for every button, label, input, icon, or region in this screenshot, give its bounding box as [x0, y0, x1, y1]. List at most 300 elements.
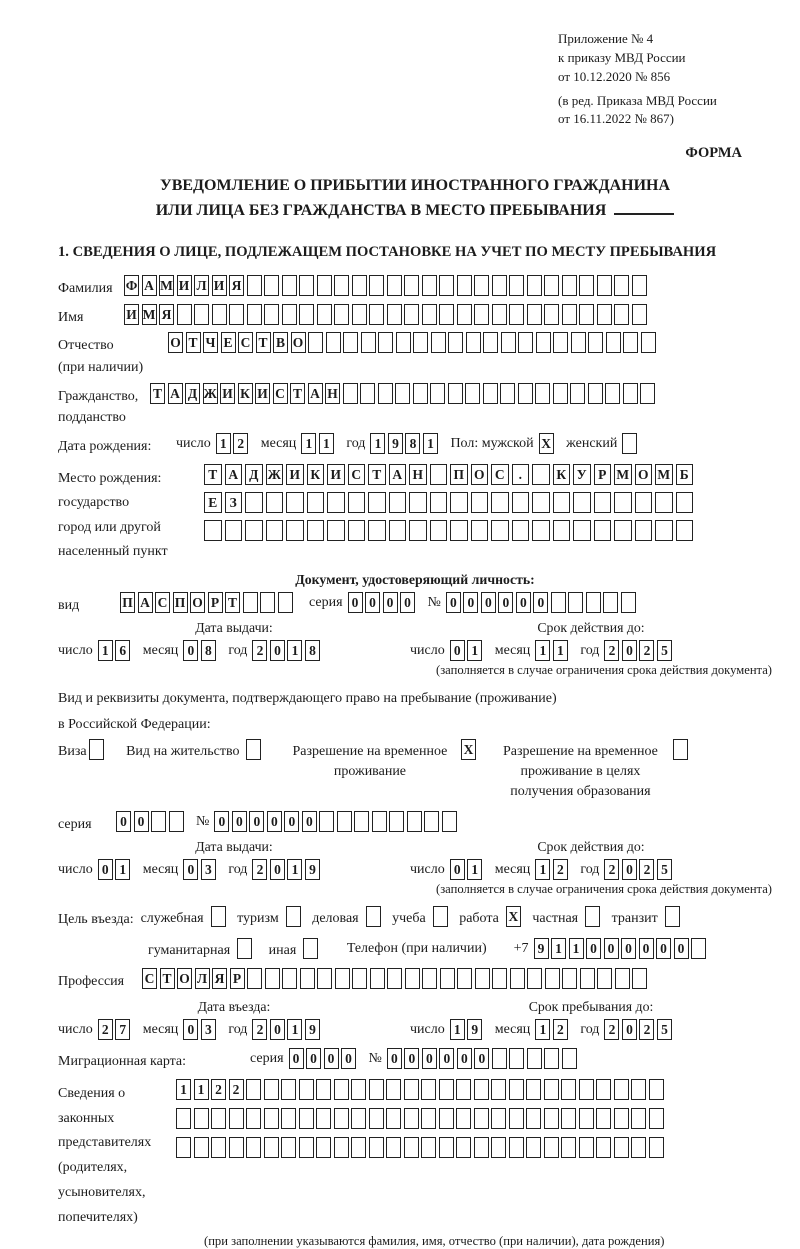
identity-doc-dates: [58, 640, 772, 661]
form-cell: [247, 968, 262, 989]
form-cell: [422, 304, 437, 325]
form-cell: 0: [348, 592, 363, 613]
form-cell: [491, 1079, 506, 1100]
form-cell: [614, 304, 629, 325]
form-cell: 1: [287, 859, 302, 880]
form-cell: А: [138, 592, 153, 613]
form-cell: 0: [474, 1048, 489, 1069]
form-cell: [281, 1079, 296, 1100]
form-cell: 0: [639, 938, 654, 959]
form-cell: [334, 1108, 349, 1129]
form-cell: 2: [252, 1019, 267, 1040]
month-cells: [183, 1019, 218, 1040]
form-cell: [439, 275, 454, 296]
birth-day-cells: [216, 433, 251, 454]
day-label: число: [58, 862, 93, 878]
form-cell: [466, 332, 481, 353]
form-cell: [245, 492, 263, 513]
citizenship-label-2: подданство: [58, 410, 126, 426]
form-cell: [597, 275, 612, 296]
form-cell: [404, 1108, 419, 1129]
month-cells: [183, 640, 218, 661]
form-cell: А: [389, 464, 407, 485]
form-cell: [265, 968, 280, 989]
patronymic-cells: [168, 332, 658, 353]
section1-heading: 1. СВЕДЕНИЯ О ЛИЦЕ, ПОДЛЕЖАЩЕМ ПОСТАНОВКЕ НА УЧЕТ ПО МЕСТУ ПРЕБЫВАНИЯ: [58, 243, 717, 260]
option-residence-permit-label: Вид на жительство: [126, 743, 240, 759]
form-cell: X: [461, 739, 476, 760]
phone-prefix: +7: [513, 940, 529, 956]
migration-series-cells: [289, 1048, 359, 1069]
form-cell: [264, 304, 279, 325]
purpose-tourism-checkbox: [286, 906, 304, 927]
purpose-private-label: частная: [532, 911, 579, 927]
form-cell: [509, 1079, 524, 1100]
form-cell: X: [506, 906, 521, 927]
form-cell: Д: [185, 383, 200, 404]
form-cell: 0: [586, 938, 601, 959]
form-cell: [211, 1108, 226, 1129]
day-label: число: [410, 643, 445, 659]
form-cell: [631, 1079, 646, 1100]
form-cell: [326, 332, 341, 353]
option-temp-residence-label: Разрешение на временное проживание: [292, 743, 448, 779]
form-cell: [421, 1079, 436, 1100]
form-cell: 2: [604, 640, 619, 661]
form-cell: Т: [256, 332, 271, 353]
phone-label: Телефон (при наличии): [346, 940, 487, 956]
option-temp-residence-edu: [494, 739, 691, 803]
form-cell: [597, 968, 612, 989]
year-cells: [604, 640, 674, 661]
appendix-block: [558, 30, 772, 129]
firstname-label: Имя: [58, 309, 84, 325]
form-cell: [474, 304, 489, 325]
birthplace-label-3: город или другой: [58, 519, 161, 535]
form-cell: [535, 383, 550, 404]
form-cell: Я: [212, 968, 227, 989]
form-cell: [354, 811, 369, 832]
form-cell: [286, 492, 304, 513]
form-cell: К: [553, 464, 571, 485]
form-cell: [404, 1079, 419, 1100]
form-cell: [553, 520, 571, 541]
form-cell: [615, 968, 630, 989]
year-label: год: [580, 643, 600, 659]
purpose-study-checkbox: [433, 906, 451, 927]
title-line-2: [58, 199, 772, 224]
form-cell: [343, 332, 358, 353]
form-cell: [151, 811, 166, 832]
representatives-label-line: усыновителях,: [58, 1185, 146, 1201]
form-cell: [632, 304, 647, 325]
form-cell: И: [327, 464, 345, 485]
representatives-note: (при заполнении указываются фамилия, имя, отчество (при наличии), дата рождения): [204, 1234, 665, 1249]
residence-doc-intro-2: в Российской Федерации:: [58, 716, 211, 732]
form-cell: Т: [290, 383, 305, 404]
form-cell: [585, 906, 600, 927]
purpose-other-label: иная: [268, 942, 297, 958]
form-cell: [413, 332, 428, 353]
form-cell: [386, 1108, 401, 1129]
form-cell: [450, 520, 468, 541]
form-cell: 8: [201, 640, 216, 661]
form-cell: 0: [481, 592, 496, 613]
form-cell: [676, 520, 694, 541]
form-cell: Т: [160, 968, 175, 989]
residence-number-cells: [214, 811, 459, 832]
form-cell: [532, 464, 550, 485]
residence-doc-note: (заполняется в случае ограничения срока действия документа): [436, 882, 772, 897]
form-cell: 1: [370, 433, 385, 454]
entry-purpose-row: [58, 906, 772, 931]
issue-date-label: Дата выдачи:: [195, 620, 273, 636]
form-cell: [352, 275, 367, 296]
form-cell: [509, 275, 524, 296]
purpose-official: [141, 906, 229, 929]
form-cell: [368, 492, 386, 513]
form-cell: [527, 304, 542, 325]
form-cell: 2: [553, 859, 568, 880]
form-cell: 2: [639, 859, 654, 880]
form-cell: 0: [116, 811, 131, 832]
representatives-label-line: попечителях): [58, 1210, 138, 1226]
option-temp-residence-edu-label: Разрешение на временное проживание в целях получения образования: [502, 743, 658, 800]
form-cell: [512, 520, 530, 541]
form-cell: 5: [657, 859, 672, 880]
form-cell: Я: [159, 304, 174, 325]
form-cell: [264, 1079, 279, 1100]
year-label: год: [228, 862, 248, 878]
form-cell: [307, 520, 325, 541]
form-cell: [527, 968, 542, 989]
form-cell: [655, 520, 673, 541]
form-cell: 0: [270, 1019, 285, 1040]
form-cell: 0: [400, 592, 415, 613]
profession-label: Профессия: [58, 974, 125, 990]
form-cell: 2: [211, 1079, 226, 1100]
form-cell: 0: [450, 640, 465, 661]
form-cell: К: [307, 464, 325, 485]
patronymic-row: [58, 332, 772, 378]
form-cell: [389, 811, 404, 832]
form-cell: [509, 1137, 524, 1158]
form-cell: Л: [194, 275, 209, 296]
form-cell: 2: [233, 433, 248, 454]
form-cell: [404, 275, 419, 296]
form-cell: 0: [422, 1048, 437, 1069]
form-cell: [491, 492, 509, 513]
form-cell: [169, 811, 184, 832]
form-cell: [211, 1137, 226, 1158]
citizenship-label-1: Гражданство,: [58, 388, 139, 404]
month-cells: [183, 859, 218, 880]
month-label: месяц: [142, 1021, 179, 1037]
form-cell: [431, 332, 446, 353]
form-cell: [281, 1137, 296, 1158]
form-cell: [532, 520, 550, 541]
form-cell: [286, 520, 304, 541]
representatives-label-line: представителях: [58, 1135, 152, 1151]
birthplace-line-1: [204, 464, 696, 485]
form-cell: [649, 1108, 664, 1129]
year-cells: [604, 1019, 674, 1040]
form-cell: 0: [533, 592, 548, 613]
form-cell: [579, 1108, 594, 1129]
form-cell: [596, 1108, 611, 1129]
edition-line: (в ред. Приказа МВД России: [558, 92, 717, 108]
form-cell: [386, 1079, 401, 1100]
form-cell: [422, 968, 437, 989]
form-cell: [89, 739, 104, 760]
form-cell: [204, 520, 222, 541]
form-cell: [579, 1079, 594, 1100]
representatives-label-line: Сведения о: [58, 1085, 126, 1101]
form-cell: 1: [176, 1079, 191, 1100]
year-cells: [252, 640, 322, 661]
year-cells: [604, 859, 674, 880]
option-residence-permit: [126, 739, 264, 762]
purpose-business: [312, 906, 383, 929]
form-cell: С: [238, 332, 253, 353]
form-cell: И: [220, 383, 235, 404]
birth-month-cells: [301, 433, 336, 454]
form-cell: А: [308, 383, 323, 404]
form-cell: [442, 811, 457, 832]
profession-row: [58, 968, 772, 993]
form-cell: 0: [383, 592, 398, 613]
form-cell: [212, 304, 227, 325]
purpose-work-label: работа: [459, 911, 499, 927]
form-cell: [526, 1137, 541, 1158]
form-cell: П: [120, 592, 135, 613]
form-cell: [334, 275, 349, 296]
identity-doc-date-labels: [58, 620, 772, 636]
form-cell: М: [142, 304, 157, 325]
form-cell: [544, 1137, 559, 1158]
title-line-2-text: ИЛИ ЛИЦА БЕЗ ГРАЖДАНСТВА В МЕСТО ПРЕБЫВАНИЯ: [155, 202, 607, 220]
form-cell: 1: [551, 938, 566, 959]
form-cell: 0: [341, 1048, 356, 1069]
form-cell: [334, 1079, 349, 1100]
form-cell: [300, 968, 315, 989]
form-cell: Т: [368, 464, 386, 485]
doc-type-label: вид: [58, 597, 80, 613]
entry-date-labels: [58, 999, 772, 1015]
doc-number-cells: [446, 592, 639, 613]
form-cell: 6: [115, 640, 130, 661]
form-cell: [246, 739, 261, 760]
form-cell: 0: [656, 938, 671, 959]
form-cell: [457, 968, 472, 989]
day-cells: [450, 859, 485, 880]
form-cell: 0: [134, 811, 149, 832]
form-cell: 0: [463, 592, 478, 613]
appendix-line: к приказу МВД России: [558, 49, 686, 65]
form-cell: [319, 811, 334, 832]
form-cell: [457, 275, 472, 296]
form-cell: Б: [676, 464, 694, 485]
option-temp-residence: [286, 739, 479, 783]
form-cell: И: [286, 464, 304, 485]
form-cell: [614, 1079, 629, 1100]
identity-issue-date: [58, 640, 410, 661]
form-cell: [448, 383, 463, 404]
residence-doc-dates: [58, 859, 772, 880]
form-cell: [562, 304, 577, 325]
purpose-transit-checkbox: [665, 906, 683, 927]
residence-doc-options: [58, 739, 772, 803]
form-cell: [352, 304, 367, 325]
form-cell: [246, 1137, 261, 1158]
form-cell: [369, 275, 384, 296]
form-cell: [492, 304, 507, 325]
form-cell: [483, 383, 498, 404]
form-cell: [632, 275, 647, 296]
profession-cells: [142, 968, 650, 989]
form-cell: Ф: [124, 275, 139, 296]
form-cell: П: [450, 464, 468, 485]
form-cell: [614, 1108, 629, 1129]
migration-card-label: Миграционная карта:: [58, 1053, 187, 1069]
form-cell: 0: [404, 1048, 419, 1069]
migration-number-label: №: [368, 1050, 382, 1066]
form-cell: [260, 592, 275, 613]
form-cell: 0: [622, 640, 637, 661]
form-cell: [395, 383, 410, 404]
form-cell: 3: [201, 1019, 216, 1040]
form-cell: [562, 275, 577, 296]
form-cell: [421, 1137, 436, 1158]
title-blank-underline: [614, 201, 674, 215]
form-cell: 0: [267, 811, 282, 832]
form-cell: У: [573, 464, 591, 485]
purpose-business-checkbox: [366, 906, 384, 927]
form-cell: [448, 332, 463, 353]
form-cell: [471, 520, 489, 541]
patronymic-label-1: Отчество: [58, 338, 114, 354]
form-cell: [614, 492, 632, 513]
form-cell: [316, 1108, 331, 1129]
form-cell: 0: [183, 1019, 198, 1040]
representatives-line-2: [176, 1108, 666, 1129]
form-cell: [369, 1137, 384, 1158]
form-cell: [509, 304, 524, 325]
form-cell: [282, 275, 297, 296]
form-cell: [264, 1108, 279, 1129]
representatives-line-1: [176, 1079, 666, 1100]
form-cell: [553, 492, 571, 513]
residence-issue-date: [58, 859, 410, 880]
form-cell: 1: [553, 640, 568, 661]
form-cell: [327, 492, 345, 513]
form-cell: [299, 275, 314, 296]
birth-year-cells: [370, 433, 440, 454]
surname-row: [58, 275, 772, 300]
form-cell: [387, 275, 402, 296]
form-cell: С: [273, 383, 288, 404]
form-cell: [229, 1108, 244, 1129]
form-cell: 0: [289, 1048, 304, 1069]
form-cell: 1: [569, 938, 584, 959]
form-cell: [386, 1137, 401, 1158]
form-cell: [456, 1079, 471, 1100]
form-cell: 1: [287, 640, 302, 661]
form-cell: [243, 592, 258, 613]
form-cell: [229, 1137, 244, 1158]
form-cell: 0: [284, 811, 299, 832]
purpose-private-checkbox: [585, 906, 603, 927]
firstname-row: [58, 304, 772, 329]
migration-card-row: [58, 1048, 772, 1073]
form-cell: [334, 1137, 349, 1158]
expiry-date-label: Срок действия до:: [537, 620, 645, 636]
form-cell: [544, 275, 559, 296]
form-cell: [621, 592, 636, 613]
form-cell: 2: [639, 1019, 654, 1040]
form-cell: [580, 968, 595, 989]
entry-purpose-row-2: [58, 938, 772, 961]
form-cell: 0: [183, 640, 198, 661]
form-cell: [316, 1079, 331, 1100]
form-cell: 0: [214, 811, 229, 832]
form-cell: [561, 1137, 576, 1158]
form-cell: З: [225, 492, 243, 513]
month-cells: [535, 1019, 570, 1040]
form-cell: [430, 492, 448, 513]
form-cell: 0: [498, 592, 513, 613]
form-cell: [378, 383, 393, 404]
form-cell: [562, 968, 577, 989]
day-cells: [98, 640, 133, 661]
form-cell: [551, 592, 566, 613]
form-cell: [440, 968, 455, 989]
birthplace-label-4: населенный пункт: [58, 544, 168, 560]
form-cell: [491, 1108, 506, 1129]
form-cell: [264, 1137, 279, 1158]
form-cell: 9: [388, 433, 403, 454]
form-cell: А: [168, 383, 183, 404]
form-cell: [579, 1137, 594, 1158]
form-cell: В: [273, 332, 288, 353]
surname-label: Фамилия: [58, 280, 113, 296]
form-cell: [649, 1079, 664, 1100]
form-cell: 0: [387, 1048, 402, 1069]
patronymic-label-2: (при наличии): [58, 359, 144, 375]
form-cell: [536, 332, 551, 353]
sex-male-checkbox: [539, 433, 557, 454]
form-cell: [372, 811, 387, 832]
form-cell: [518, 332, 533, 353]
form-cell: [237, 938, 252, 959]
surname-cells: [124, 275, 649, 296]
form-cell: [491, 520, 509, 541]
form-cell: [368, 520, 386, 541]
form-cell: [596, 1079, 611, 1100]
form-cell: [194, 1137, 209, 1158]
form-cell: Ч: [203, 332, 218, 353]
doc-series-cells: [348, 592, 418, 613]
form-cell: [571, 332, 586, 353]
form-cell: А: [225, 464, 243, 485]
form-cell: 2: [604, 1019, 619, 1040]
day-cells: [98, 1019, 133, 1040]
form-cell: [579, 304, 594, 325]
form-cell: .: [512, 464, 530, 485]
form-cell: [605, 383, 620, 404]
form-cell: [655, 492, 673, 513]
expiry-date-label: Срок действия до:: [537, 839, 645, 855]
